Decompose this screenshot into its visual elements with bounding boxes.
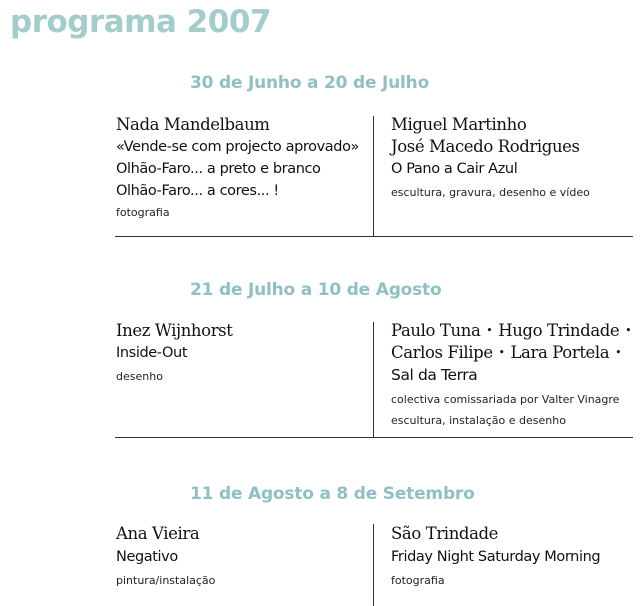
artist-name: Paulo Tuna — [391, 321, 481, 340]
period-1-left-entry — [116, 114, 370, 223]
page-title: programa 2007 — [10, 4, 271, 40]
artist-name: Inez Wijnhorst — [116, 321, 233, 340]
work-title: Olhão-Faro... a cores... ! — [116, 183, 279, 199]
medium-label: pintura/instalação — [116, 574, 216, 587]
artist-name: Nada Mandelbaum — [116, 115, 270, 134]
period-2-left-entry — [116, 320, 370, 387]
period-3-right-entry — [391, 523, 637, 591]
work-title: Inside-Out — [116, 345, 188, 361]
artist-name: Ana Vieira — [116, 524, 200, 543]
artist-name: Hugo Trindade — [498, 321, 620, 340]
separator-dot: • — [498, 346, 505, 359]
period-2-right-entry — [391, 320, 637, 431]
work-title: Sal da Terra — [391, 366, 478, 384]
artist-name: São Trindade — [391, 524, 499, 543]
medium-label: escultura, gravura, desenho e vídeo — [391, 186, 590, 199]
work-title: Friday Night Saturday Morning — [391, 549, 601, 565]
artist-name: Carlos Filipe — [391, 343, 493, 362]
artist-name: Lara Portela — [510, 343, 610, 362]
artist-names-line-1 — [391, 320, 637, 342]
work-title: «Vende-se com projecto aprovado» — [116, 139, 360, 155]
medium-label: fotografia — [116, 206, 170, 219]
separator-dot: • — [486, 324, 493, 337]
medium-label: escultura, instalação e desenho — [391, 414, 566, 427]
column-divider — [373, 322, 374, 438]
period-3-dates: 11 de Agosto a 8 de Setembro — [190, 484, 475, 504]
period-1-dates: 30 de Junho a 20 de Julho — [190, 73, 430, 93]
artist-name: José Macedo Rodrigues — [391, 137, 580, 156]
work-title: Negativo — [116, 549, 178, 565]
separator-dot: • — [625, 324, 632, 337]
work-title: O Pano a Cair Azul — [391, 161, 518, 177]
section-rule — [115, 236, 633, 237]
column-divider — [373, 524, 374, 606]
artist-names-line-2 — [391, 342, 637, 364]
artist-name: Miguel Martinho — [391, 115, 527, 134]
period-2-dates: 21 de Julho a 10 de Agosto — [190, 280, 442, 300]
medium-label: fotografia — [391, 574, 445, 587]
period-3-left-entry — [116, 523, 370, 591]
section-rule — [115, 437, 633, 438]
separator-dot: • — [615, 346, 622, 359]
work-title: Olhão-Faro... a preto e branco — [116, 161, 321, 177]
column-divider — [373, 116, 374, 237]
medium-label: desenho — [116, 370, 163, 383]
curator-credit: colectiva comissariada por Valter Vinagre — [391, 393, 620, 406]
period-1-right-entry — [391, 114, 637, 203]
